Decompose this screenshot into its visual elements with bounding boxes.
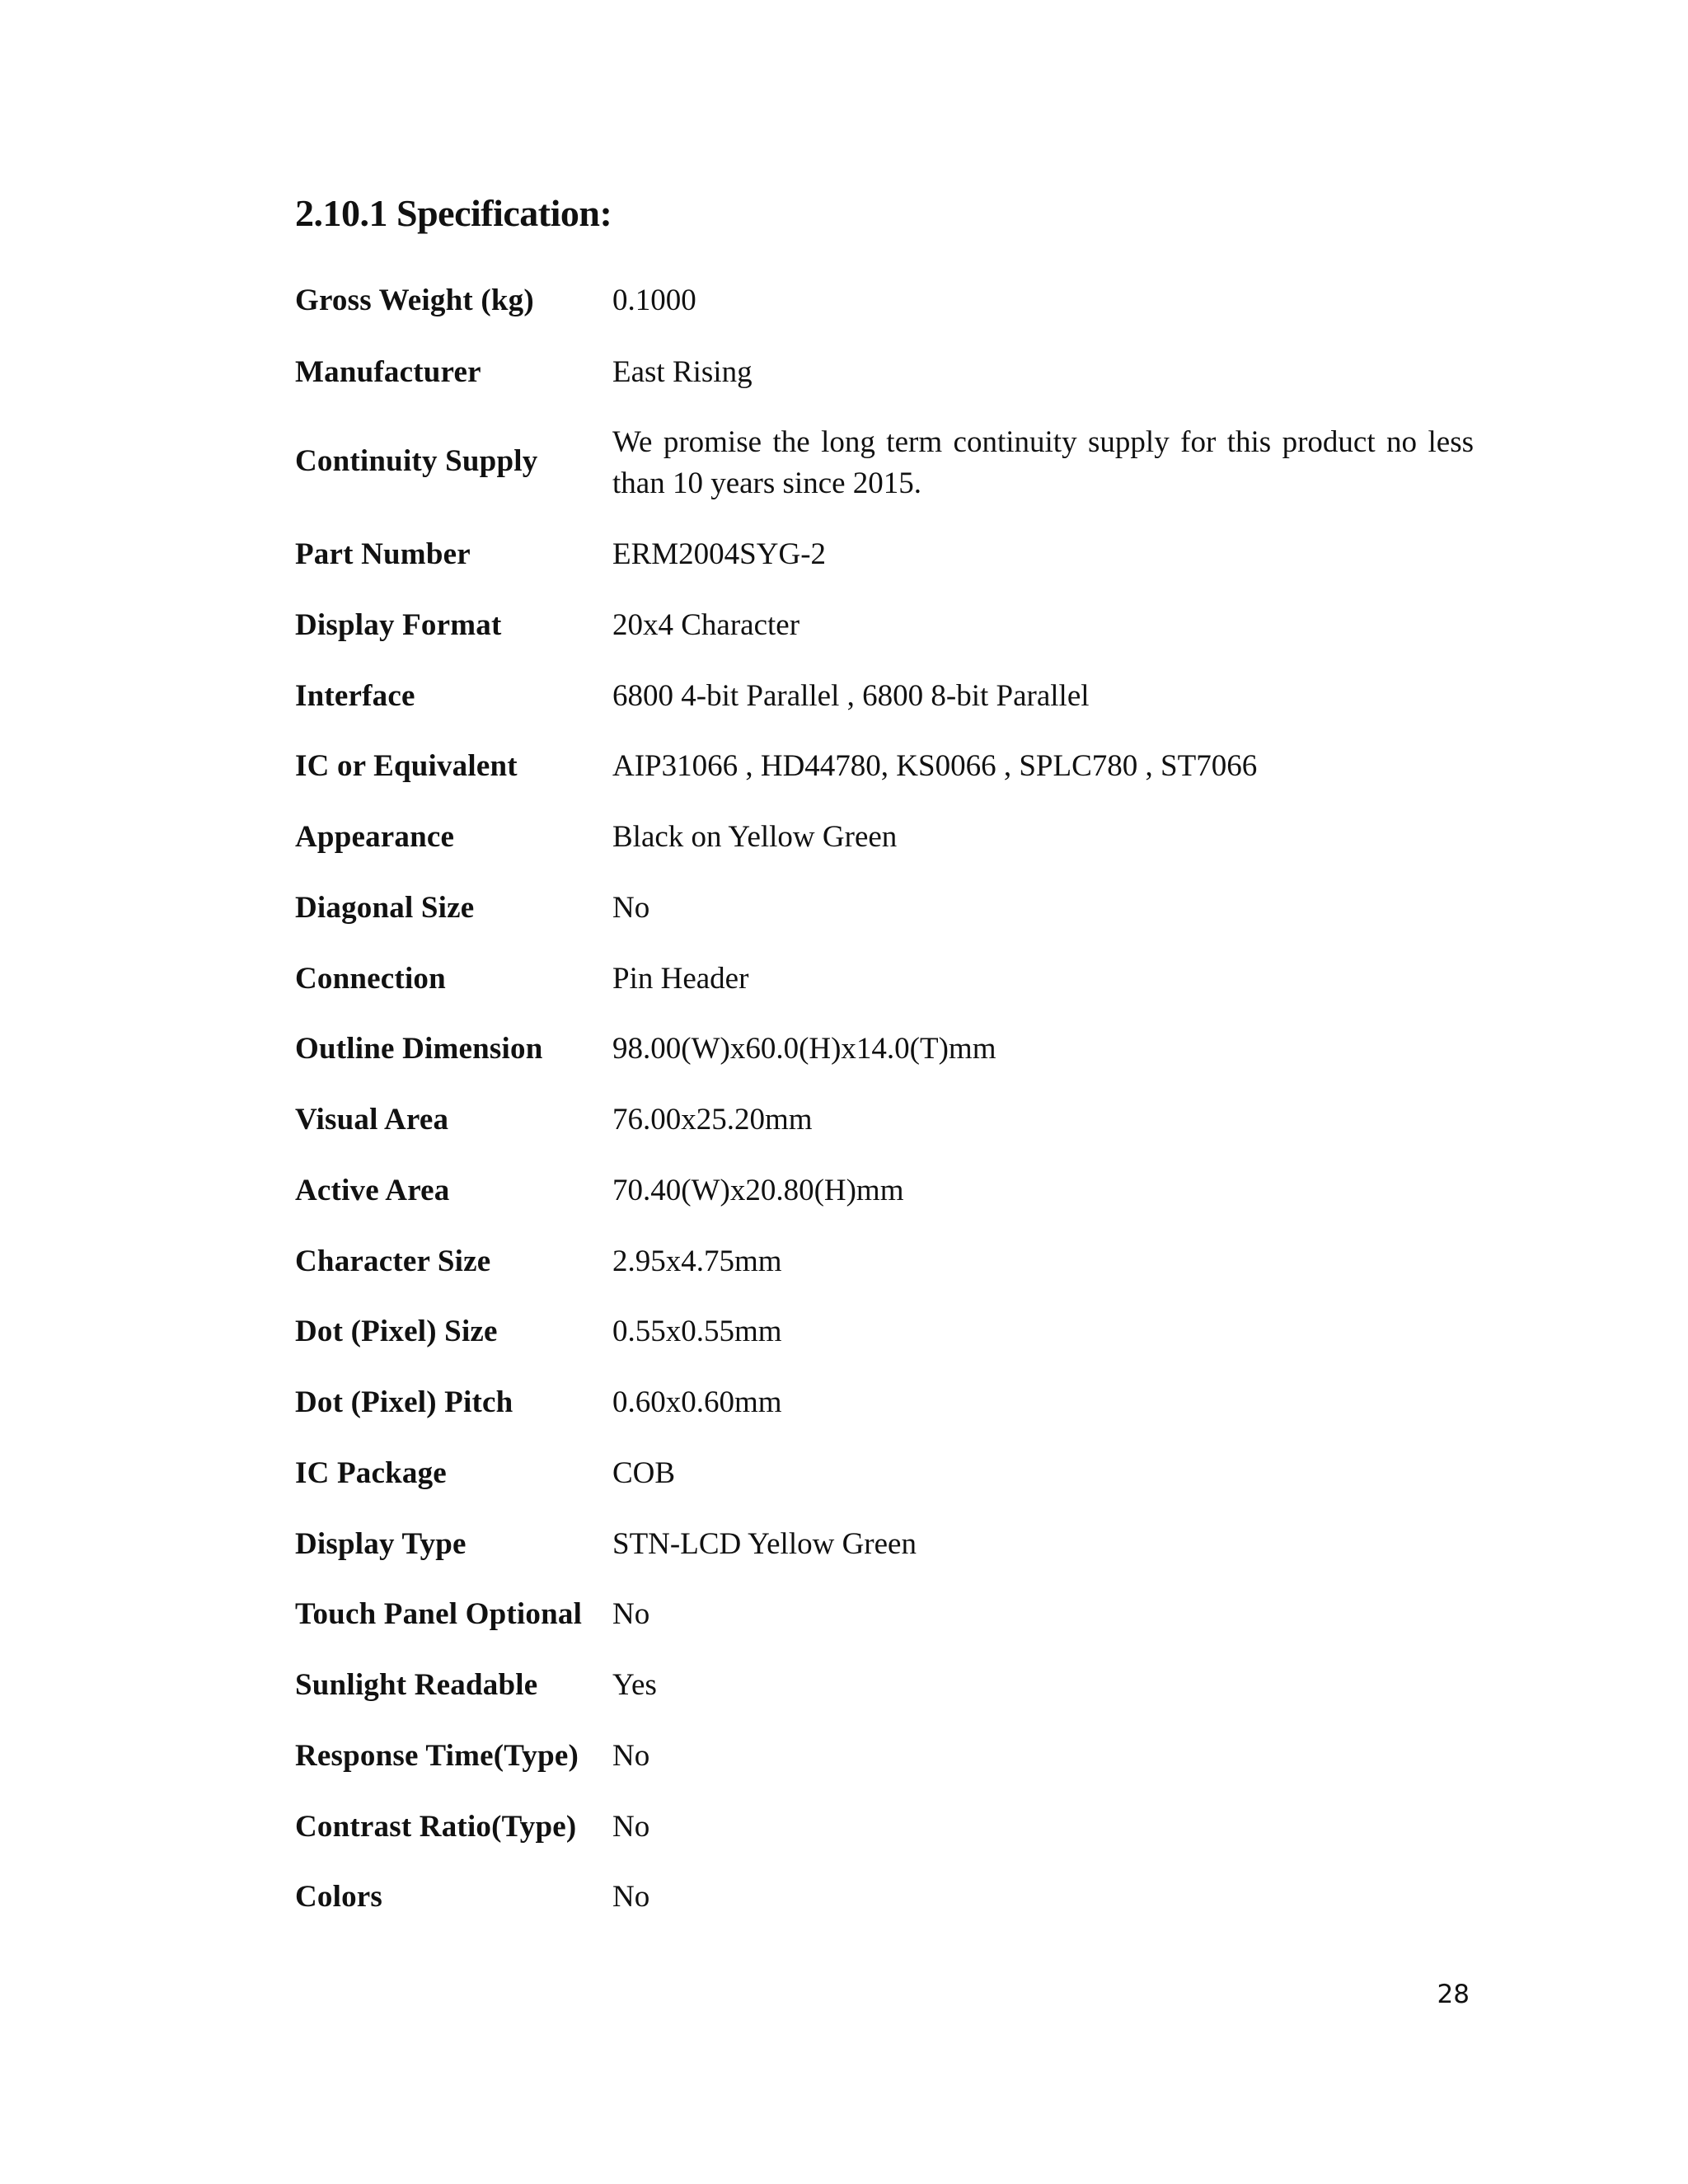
page-number: 28: [1437, 1980, 1470, 2009]
spec-label: Connection: [295, 962, 446, 996]
spec-label: Colors: [295, 1880, 383, 1914]
spec-label: Dot (Pixel) Size: [295, 1315, 498, 1348]
spec-label: Outline Dimension: [295, 1032, 543, 1066]
spec-value: 6800 4-bit Parallel , 6800 8-bit Parallel: [612, 679, 1090, 713]
spec-label: Visual Area: [295, 1103, 449, 1137]
spec-label: IC Package: [295, 1456, 447, 1490]
spec-label: Display Format: [295, 608, 502, 642]
spec-value: No: [612, 1739, 650, 1773]
spec-value: No: [612, 1597, 650, 1631]
spec-value: 0.1000: [612, 284, 696, 317]
spec-value: Pin Header: [612, 962, 749, 996]
spec-value: 0.55x0.55mm: [612, 1315, 782, 1348]
spec-value: 2.95x4.75mm: [612, 1244, 782, 1278]
spec-label: Response Time(Type): [295, 1739, 579, 1773]
spec-value: COB: [612, 1456, 676, 1490]
spec-value: No: [612, 1810, 650, 1844]
spec-label: Gross Weight (kg): [295, 284, 534, 317]
spec-label: IC or Equivalent: [295, 749, 518, 783]
spec-label: Active Area: [295, 1174, 450, 1207]
spec-value: AIP31066 , HD44780, KS0066 , SPLC780 , ST7066: [612, 749, 1258, 783]
spec-value: STN-LCD Yellow Green: [612, 1527, 917, 1561]
spec-label: Character Size: [295, 1244, 491, 1278]
spec-label: Part Number: [295, 537, 471, 571]
spec-label: Manufacturer: [295, 355, 481, 389]
spec-value: 20x4 Character: [612, 608, 800, 642]
spec-label: Continuity Supply: [295, 444, 538, 478]
spec-label: Touch Panel Optional: [295, 1597, 583, 1631]
spec-value: 98.00(W)x60.0(H)x14.0(T)mm: [612, 1032, 996, 1066]
spec-value: No: [612, 1880, 650, 1914]
spec-label: Sunlight Readable: [295, 1668, 538, 1702]
spec-label: Contrast Ratio(Type): [295, 1810, 577, 1844]
spec-label: Appearance: [295, 820, 455, 854]
spec-label: Dot (Pixel) Pitch: [295, 1385, 513, 1419]
spec-value: No: [612, 891, 650, 925]
spec-value: ERM2004SYG-2: [612, 537, 827, 571]
spec-label: Display Type: [295, 1527, 467, 1561]
spec-value: 76.00x25.20mm: [612, 1103, 813, 1137]
spec-value: Yes: [612, 1668, 657, 1702]
spec-value: We promise the long term continuity supply for this product no less than 10 years since 2015.: [612, 425, 1474, 500]
spec-value: East Rising: [612, 355, 753, 389]
section-heading: 2.10.1 Specification:: [295, 192, 612, 234]
spec-value: 0.60x0.60mm: [612, 1385, 782, 1419]
spec-value: 70.40(W)x20.80(H)mm: [612, 1174, 904, 1207]
spec-label: Interface: [295, 679, 415, 713]
spec-label: Diagonal Size: [295, 891, 475, 925]
spec-value: Black on Yellow Green: [612, 820, 898, 854]
